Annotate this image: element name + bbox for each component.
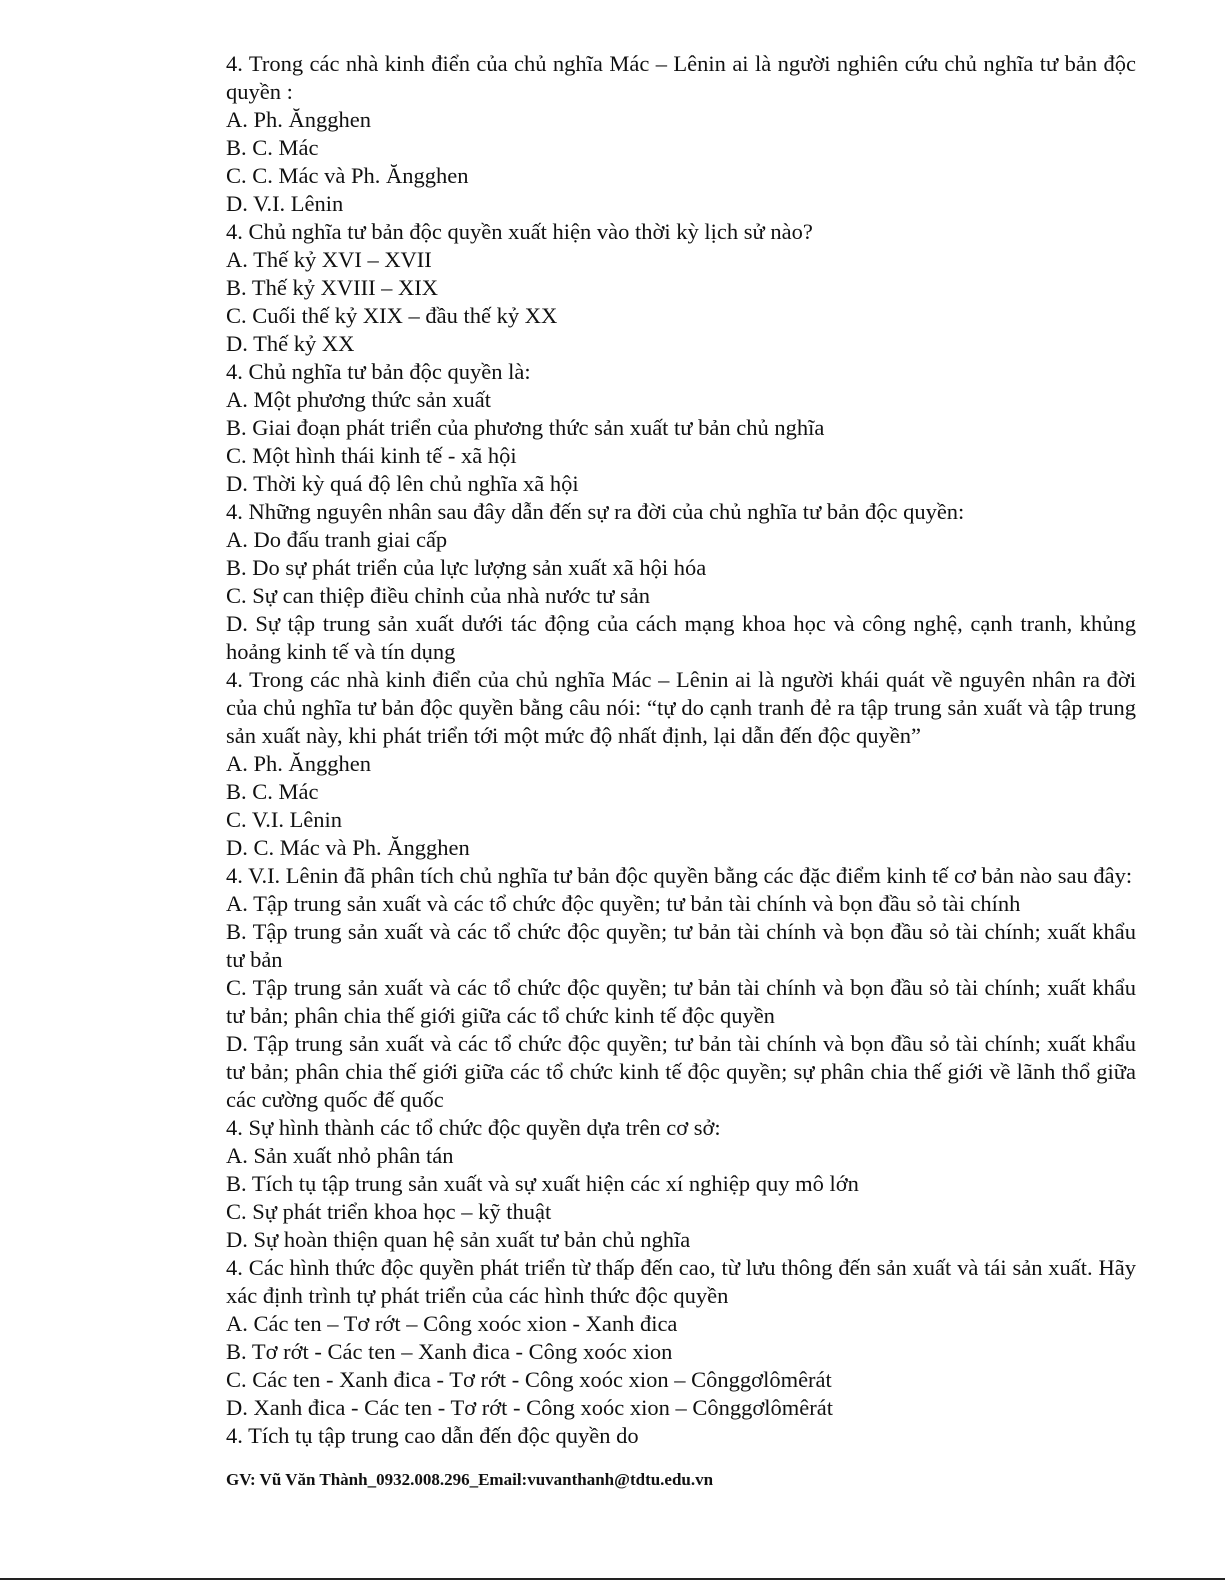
answer-option: D. C. Mác và Ph. Ăngghen — [226, 835, 470, 860]
answer-option: A. Do đấu tranh giai cấp — [226, 527, 448, 552]
question-block — [226, 358, 1136, 498]
question-text: 4. Các hình thức độc quyền phát triển từ thấp đến cao, từ lưu thông đến sản xuất và tái sản xuất. Hãy xác định trình tự phát triển của các hình thức độc quyền — [226, 1255, 1136, 1308]
answer-option: D. Tập trung sản xuất và các tổ chức độc quyền; tư bản tài chính và bọn đầu sỏ tài chính; xuất khẩu tư bản; phân chia thế giới giữa các tổ chức kinh tế độc quyền; sự phân chia thế giới về lãnh thổ giữa các cường quốc đế quốc — [226, 1031, 1136, 1112]
answer-option: A. Các ten – Tơ rớt – Công xoóc xion - Xanh đica — [226, 1311, 678, 1336]
answer-option: B. Tập trung sản xuất và các tổ chức độc quyền; tư bản tài chính và bọn đầu sỏ tài chính; xuất khẩu tư bản — [226, 919, 1136, 972]
answer-option: C. Một hình thái kinh tế - xã hội — [226, 443, 517, 468]
answer-option: B. Do sự phát triển của lực lượng sản xuất xã hội hóa — [226, 555, 707, 580]
question-text: 4. Trong các nhà kinh điển của chủ nghĩa Mác – Lênin ai là người khái quát về nguyên nhân ra đời của chủ nghĩa tư bản độc quyền bằng câu nói: “tự do cạnh tranh đẻ ra tập trung sản xuất và tập trung sản xuất này, khi phát triển tới một mức độ nhất định, lại dẫn đến độc quyền” — [226, 667, 1136, 748]
answer-options — [226, 106, 1136, 218]
answer-options — [226, 750, 1136, 862]
question-text: 4. Tích tụ tập trung cao dẫn đến độc quyền do — [226, 1423, 639, 1448]
question-text: 4. Trong các nhà kinh điển của chủ nghĩa Mác – Lênin ai là người nghiên cứu chủ nghĩa tư bản độc quyền : — [226, 51, 1136, 104]
answer-option: B. Giai đoạn phát triển của phương thức sản xuất tư bản chủ nghĩa — [226, 415, 825, 440]
answer-option: D. Thế kỷ XX — [226, 331, 355, 356]
question-text: 4. Sự hình thành các tổ chức độc quyền dựa trên cơ sở: — [226, 1115, 721, 1140]
question-list — [226, 50, 1136, 1450]
answer-option: D. Sự tập trung sản xuất dưới tác động của cách mạng khoa học và công nghệ, cạnh tranh, khủng hoảng kinh tế và tín dụng — [226, 611, 1136, 664]
question-text: 4. Những nguyên nhân sau đây dẫn đến sự ra đời của chủ nghĩa tư bản độc quyền: — [226, 499, 965, 524]
answer-option: C. Cuối thế kỷ XIX – đầu thế kỷ XX — [226, 303, 558, 328]
question-block — [226, 1422, 1136, 1450]
answer-options — [226, 526, 1136, 666]
question-block — [226, 498, 1136, 666]
page-bottom-rule — [0, 1578, 1225, 1580]
footer-teacher-contact: GV: Vũ Văn Thành_0932.008.296_Email:vuvanthanh@tdtu.edu.vn — [226, 1470, 714, 1489]
answer-option: D. Sự hoàn thiện quan hệ sản xuất tư bản chủ nghĩa — [226, 1227, 691, 1252]
answer-option: B. Tích tụ tập trung sản xuất và sự xuất hiện các xí nghiệp quy mô lớn — [226, 1171, 859, 1196]
answer-option: C. V.I. Lênin — [226, 807, 343, 832]
answer-option: D. Xanh đica - Các ten - Tơ rớt - Công xoóc xion – Cônggơlômêrát — [226, 1395, 834, 1420]
question-block — [226, 1114, 1136, 1254]
answer-options — [226, 246, 1136, 358]
answer-option: B. C. Mác — [226, 135, 319, 160]
question-text: 4. Chủ nghĩa tư bản độc quyền là: — [226, 359, 531, 384]
question-text: 4. V.I. Lênin đã phân tích chủ nghĩa tư bản độc quyền bằng các đặc điểm kinh tế cơ bản nào sau đây: — [226, 863, 1133, 888]
question-block — [226, 862, 1136, 1114]
answer-options — [226, 1142, 1136, 1254]
question-block — [226, 50, 1136, 218]
answer-option: A. Sản xuất nhỏ phân tán — [226, 1143, 454, 1168]
answer-option: C. Sự can thiệp điều chỉnh của nhà nước tư sản — [226, 583, 651, 608]
answer-option: B. Tơ rớt - Các ten – Xanh đica - Công xoóc xion — [226, 1339, 673, 1364]
answer-option: C. Tập trung sản xuất và các tổ chức độc quyền; tư bản tài chính và bọn đầu sỏ tài chính; xuất khẩu tư bản; phân chia thế giới giữa các tổ chức kinh tế độc quyền — [226, 975, 1136, 1028]
answer-option: D. V.I. Lênin — [226, 191, 344, 216]
answer-option: C. C. Mác và Ph. Ăngghen — [226, 163, 469, 188]
answer-option: B. C. Mác — [226, 779, 319, 804]
answer-option: C. Các ten - Xanh đica - Tơ rớt - Công xoóc xion – Cônggơlômêrát — [226, 1367, 832, 1392]
answer-option: A. Thế kỷ XVI – XVII — [226, 247, 432, 272]
answer-option: B. Thế kỷ XVIII – XIX — [226, 275, 439, 300]
answer-option: A. Một phương thức sản xuất — [226, 387, 492, 412]
answer-options — [226, 1310, 1136, 1422]
question-block — [226, 666, 1136, 862]
answer-option: A. Ph. Ăngghen — [226, 751, 371, 776]
answer-option: D. Thời kỳ quá độ lên chủ nghĩa xã hội — [226, 471, 579, 496]
answer-option: C. Sự phát triển khoa học – kỹ thuật — [226, 1199, 552, 1224]
question-text: 4. Chủ nghĩa tư bản độc quyền xuất hiện vào thời kỳ lịch sử nào? — [226, 219, 813, 244]
question-block — [226, 218, 1136, 358]
answer-option: A. Ph. Ăngghen — [226, 107, 371, 132]
answer-options — [226, 386, 1136, 498]
answer-option: A. Tập trung sản xuất và các tổ chức độc quyền; tư bản tài chính và bọn đầu sỏ tài chính — [226, 891, 1021, 916]
answer-options — [226, 890, 1136, 1114]
question-block — [226, 1254, 1136, 1422]
